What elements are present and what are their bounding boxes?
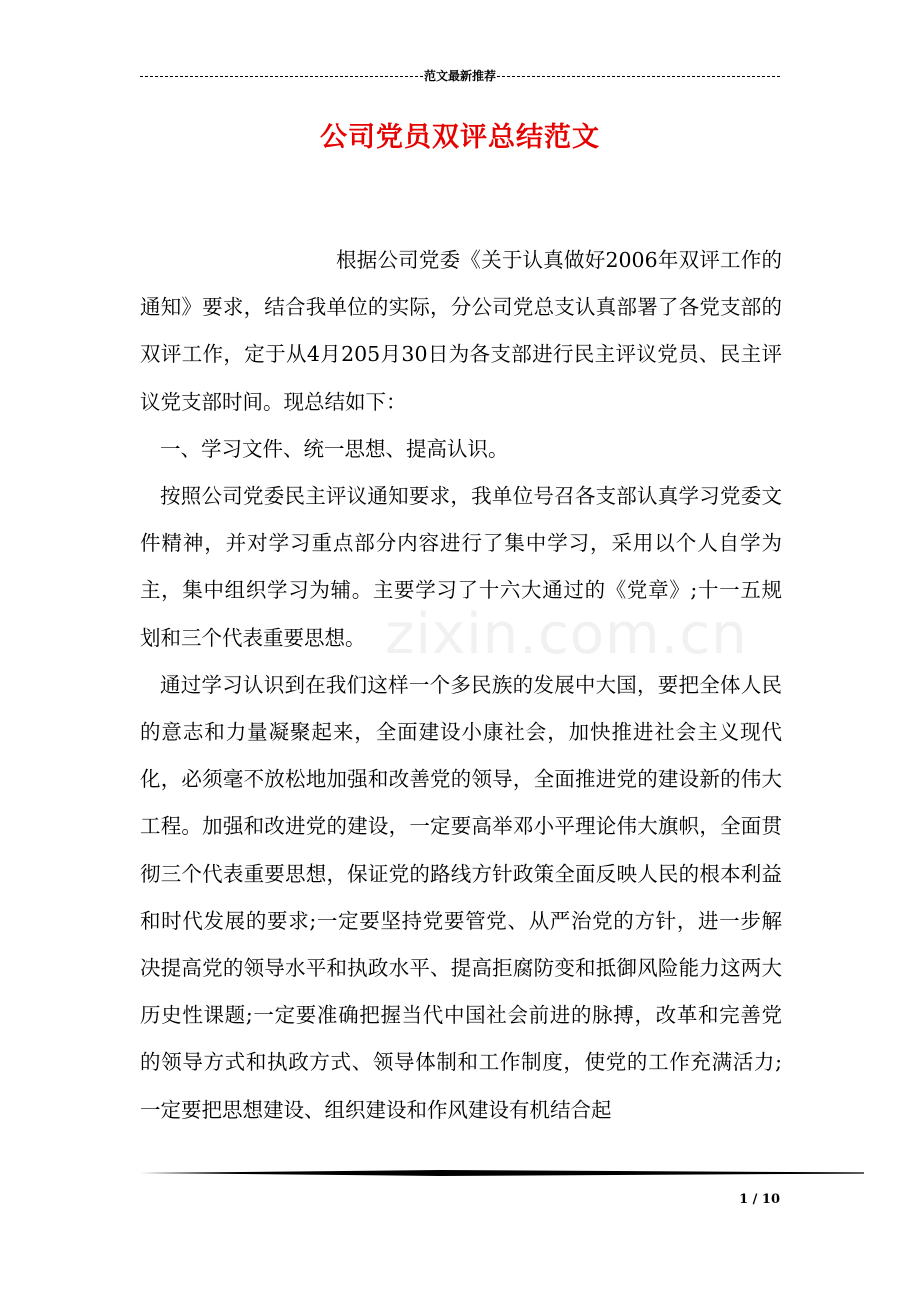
document-body [140, 237, 782, 1134]
watermark: zixin.com.cn [385, 602, 748, 667]
header-dashes-left [140, 76, 423, 77]
section-heading-1: 一、学习文件、统一思想、提高认识。 [160, 436, 509, 461]
page-number: 1 / 10 [739, 1192, 780, 1207]
paragraph-intro: 根据公司党委《关于认真做好2006年双评工作的通知》要求，结合我单位的实际，分公司党总支认真部署了各党支部的双评工作，定于从4月205月30日为各支部进行民主评议党员、民主评议党支部时间。现总结如下： [140, 248, 782, 414]
header-label: 范文最新推荐 [424, 69, 497, 83]
page-header [140, 66, 780, 86]
footer-rule [140, 1170, 864, 1176]
paragraph-understanding: 通过学习认识到在我们这样一个多民族的发展中大国，要把全体人民的意志和力量凝聚起来，全面建设小康社会，加快推进社会主义现代化，必须毫不放松地加强和改善党的领导，全面推进党的建设新的伟大工程。加强和改进党的建设，一定要高举邓小平理论伟大旗帜，全面贯彻三个代表重要思想，保证党的路线方针政策全面反映人民的根本利益和时代发展的要求;一定要坚持党要管党、从严治党的方针，进一步解决提高党的领导水平和执政水平、提高拒腐防变和抵御风险能力这两大历史性课题;一定要准确把握当代中国社会前进的脉搏，改革和完善党的领导方式和执政方式、领导体制和工作制度，使党的工作充满活力;一定要把思想建设、组织建设和作风建设有机结合起 [140, 672, 782, 1122]
document-title: 公司党员双评总结范文 [320, 122, 600, 153]
header-dashes-right [497, 76, 780, 77]
paragraph-study: 按照公司党委民主评议通知要求，我单位号召各支部认真学习党委文件精神，并对学习重点部分内容进行了集中学习，采用以个人自学为主，集中组织学习为辅。主要学习了十六大通过的《党章》;十一五规划和三个代表重要思想。 [140, 484, 782, 650]
